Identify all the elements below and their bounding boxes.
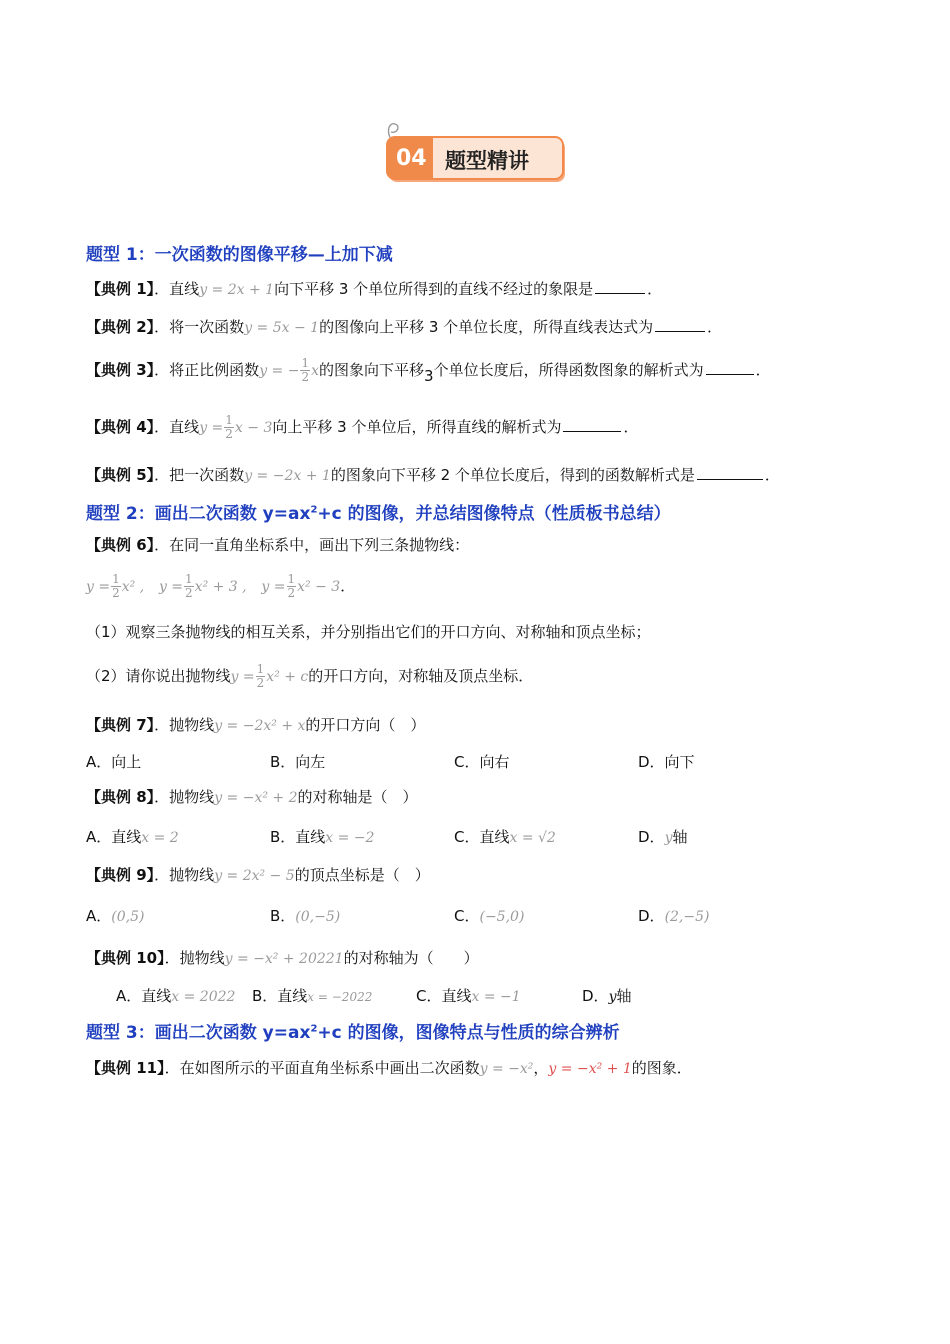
- example-text: ．在同一直角坐标系中，画出下列三条抛物线：: [154, 536, 470, 554]
- option-label: D．: [638, 907, 665, 925]
- option-label: C．直线: [416, 987, 472, 1005]
- option-label: 轴: [616, 987, 632, 1005]
- formula: x = √2: [509, 830, 556, 846]
- example-tag: 【典例 11】: [86, 1059, 165, 1077]
- option-label: A．直线: [86, 828, 142, 846]
- numerator: 1: [225, 413, 233, 427]
- answer-blank: [697, 464, 763, 480]
- answer-blank: [706, 359, 754, 375]
- example-text: ．抛物线: [164, 949, 225, 967]
- formula: x = 2022: [171, 989, 236, 1005]
- section-3-title: [86, 1018, 620, 1043]
- superscript: 2: [310, 1023, 318, 1035]
- denominator: 2: [225, 427, 233, 441]
- example-tag: 【典例 4】: [86, 418, 155, 436]
- punct: ．: [623, 418, 639, 436]
- example-2: [86, 316, 722, 338]
- example-text: 的开口方向（ ）: [305, 716, 426, 734]
- option-c: [416, 985, 521, 1006]
- formula: y =: [261, 579, 286, 595]
- example-text: 的图像向上平移 3 个单位长度，所得直线表达式为: [319, 318, 654, 336]
- superscript: 2: [310, 504, 318, 516]
- formula: y: [608, 989, 617, 1005]
- fraction: [184, 573, 194, 600]
- option-a: [86, 905, 144, 926]
- formula: x² + c: [266, 669, 309, 685]
- option-d: [638, 905, 709, 926]
- example-text: ．将正比例函数: [154, 361, 260, 379]
- numerator: 1: [301, 356, 310, 370]
- option-b: [270, 826, 374, 847]
- formula: y =: [158, 579, 184, 595]
- denominator: 2: [287, 586, 296, 600]
- formula: x = −1: [471, 989, 521, 1005]
- formula: x: [311, 363, 320, 379]
- formula: (2,−5): [664, 909, 710, 925]
- option-label: A．直线: [116, 987, 172, 1005]
- option-b: [252, 985, 372, 1006]
- example-11: [86, 1058, 692, 1079]
- answer-blank: [655, 316, 705, 332]
- badge-number: 04: [396, 146, 427, 171]
- option-label: D．: [582, 987, 609, 1005]
- example-text: ．在如图所示的平面直角坐标系中画出二次函数: [164, 1059, 480, 1077]
- section-title-part: 题型 2：画出二次函数 y=ax: [86, 504, 311, 524]
- example-text: ．将一次函数: [154, 318, 245, 336]
- example-tag: 【典例 1】: [86, 280, 155, 298]
- example-6-formulas: [86, 568, 355, 605]
- formula: y =: [86, 579, 111, 595]
- numerator: 1: [185, 572, 193, 586]
- section-title-part: +c 的图像，图像特点与性质的综合辨析: [317, 1023, 620, 1043]
- formula: x = −2022: [307, 990, 373, 1004]
- option-label: C．直线: [454, 828, 510, 846]
- example-7: [86, 715, 425, 736]
- example-text: ．抛物线: [154, 788, 215, 806]
- example-6-question-2: [86, 658, 533, 695]
- example-10: [86, 948, 479, 969]
- formula: y = 5x − 1: [244, 320, 320, 336]
- option-a: [86, 826, 179, 847]
- formula: x² − 3: [297, 579, 341, 595]
- example-text: 的图象向下平移 2 个单位长度后，得到的函数解析式是: [330, 466, 695, 484]
- formula: y = −x² + 2: [214, 790, 298, 806]
- example-text: 个单位长度后，所得函数图象的解析式为: [433, 361, 704, 379]
- example-text: ．把一次函数: [154, 466, 245, 484]
- punct: ．: [764, 466, 780, 484]
- option-a: [116, 985, 235, 1006]
- punct: ．: [340, 577, 356, 595]
- fraction: [111, 573, 121, 600]
- formula: y: [664, 830, 673, 846]
- formula: y = −x² + 20221: [224, 951, 344, 967]
- example-tag: 【典例 7】: [86, 716, 155, 734]
- example-tag: 【典例 8】: [86, 788, 155, 806]
- option-d: D．向下: [638, 753, 695, 771]
- option-label: 轴: [672, 828, 688, 846]
- option-label: D．: [638, 828, 665, 846]
- badge-title: 题型精讲: [445, 149, 529, 173]
- section-1-title: 题型 1：一次函数的图像平移—上加下减: [86, 245, 393, 265]
- example-tag: 【典例 9】: [86, 866, 155, 884]
- example-text: 的顶点坐标是（ ）: [294, 866, 430, 884]
- formula: y = −2x² + x: [214, 718, 306, 734]
- numerator: 1: [287, 572, 296, 586]
- option-d: [638, 826, 688, 847]
- example-tag: 【典例 6】: [86, 536, 155, 554]
- option-c: C．向右: [454, 753, 510, 771]
- fraction: [256, 663, 266, 690]
- option-c: [454, 905, 524, 926]
- formula: y = 2x² − 5: [214, 868, 295, 884]
- example-text: 向上平移 3 个单位后，所得直线的解析式为: [272, 418, 562, 436]
- example-text: ．直线: [154, 280, 200, 298]
- option-b: B．向左: [270, 753, 326, 771]
- formula: y = 2x + 1: [199, 282, 275, 298]
- punct: ．: [707, 318, 723, 336]
- formula: x² ,: [121, 579, 145, 595]
- formula: y =: [199, 420, 224, 436]
- numerator: 1: [112, 572, 120, 586]
- formula: (0,5): [111, 909, 145, 925]
- example-6: [86, 535, 469, 555]
- example-text: 向下平移 3 个单位所得到的直线不经过的象限是: [274, 280, 594, 298]
- example-3: [86, 355, 771, 386]
- example-tag: 【典例 5】: [86, 466, 155, 484]
- formula: (−5,0): [479, 909, 525, 925]
- denominator: 2: [301, 370, 310, 384]
- formula: x − 3: [234, 420, 273, 436]
- denominator: 2: [185, 586, 193, 600]
- example-text: 的开口方向，对称轴及顶点坐标．: [308, 667, 534, 685]
- option-b: [270, 905, 340, 926]
- formula: (0,−5): [295, 909, 341, 925]
- formula: x = 2: [141, 830, 179, 846]
- fraction: [300, 357, 310, 384]
- section-title-part: 题型 3：画出二次函数 y=ax: [86, 1023, 311, 1043]
- answer-blank: [563, 416, 621, 432]
- example-9: [86, 865, 430, 886]
- formula: y = −x²: [479, 1061, 534, 1077]
- section-badge: [385, 120, 569, 186]
- example-text: 的图象．: [631, 1059, 692, 1077]
- punct: ．: [647, 280, 663, 298]
- example-tag: 【典例 3】: [86, 361, 155, 379]
- formula: y = −: [259, 363, 300, 379]
- subscript-number: 3: [424, 367, 434, 385]
- example-text: ．抛物线: [154, 716, 215, 734]
- example-tag: 【典例 10】: [86, 949, 165, 967]
- option-d: [582, 985, 632, 1006]
- example-text: （2）请你说出抛物线: [86, 667, 231, 685]
- denominator: 2: [112, 586, 120, 600]
- formula-highlighted: y = −x² + 1: [548, 1061, 632, 1077]
- example-text: 的图象向下平移: [319, 361, 425, 379]
- option-label: C．: [454, 907, 480, 925]
- example-4: [86, 412, 638, 443]
- fraction: [224, 414, 234, 441]
- example-5: [86, 464, 780, 486]
- example-text: 的对称轴为（ ）: [343, 949, 479, 967]
- section-title-part: +c 的图像，并总结图像特点（性质板书总结）: [317, 504, 671, 524]
- example-1: [86, 278, 662, 300]
- formula: y = −2x + 1: [244, 468, 331, 484]
- option-label: B．直线: [252, 987, 308, 1005]
- punct: ，: [533, 1059, 549, 1077]
- section-2-title: [86, 499, 671, 524]
- option-label: B．: [270, 907, 296, 925]
- answer-blank: [595, 278, 645, 294]
- formula: x² + 3 ,: [194, 579, 247, 595]
- example-tag: 【典例 2】: [86, 318, 155, 336]
- punct: ．: [755, 361, 771, 379]
- example-8: [86, 787, 418, 808]
- option-a: A．向上: [86, 753, 142, 771]
- option-label: A．: [86, 907, 112, 925]
- fraction: [287, 573, 297, 600]
- numerator: 1: [256, 662, 265, 676]
- option-c: [454, 826, 556, 847]
- formula: x = −2: [325, 830, 375, 846]
- option-label: B．直线: [270, 828, 326, 846]
- example-text: ．直线: [154, 418, 200, 436]
- example-text: 的对称轴是（ ）: [297, 788, 418, 806]
- formula: y =: [230, 669, 255, 685]
- example-text: ．抛物线: [154, 866, 215, 884]
- denominator: 2: [256, 676, 265, 690]
- example-6-question-1: （1）观察三条抛物线的相互关系，并分别指出它们的开口方向、对称轴和顶点坐标；: [86, 623, 651, 641]
